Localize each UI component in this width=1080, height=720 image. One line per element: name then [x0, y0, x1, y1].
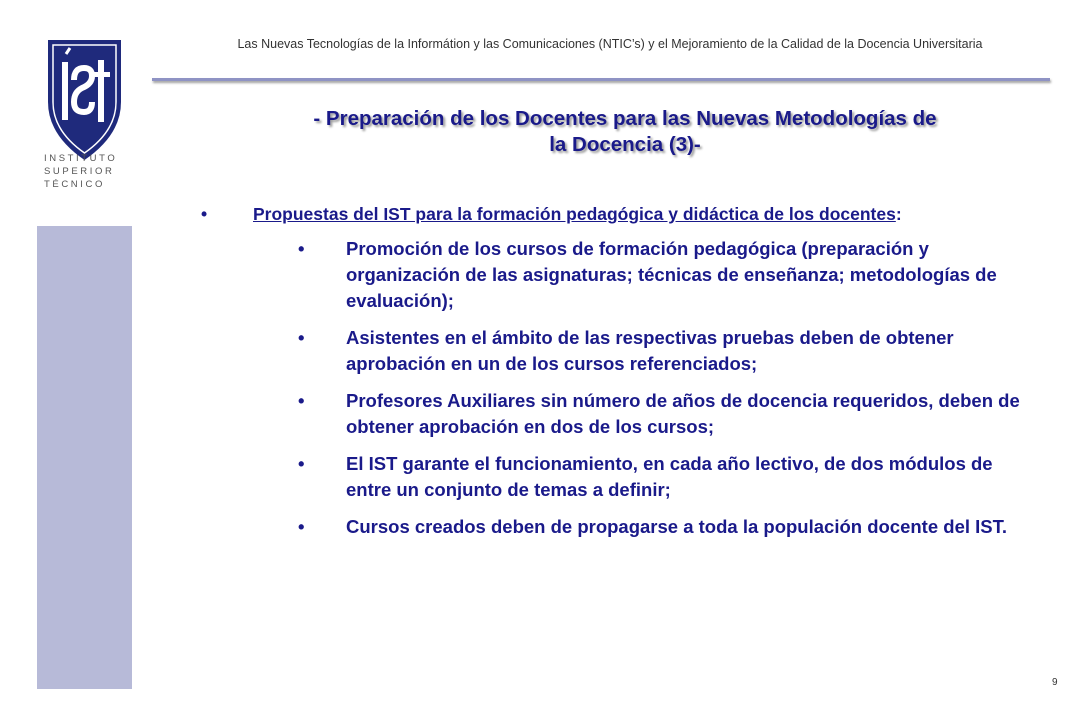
main-bullet — [200, 202, 1040, 227]
bullet-marker: • — [298, 516, 305, 537]
list-item — [200, 514, 1026, 540]
bullet-marker: • — [298, 390, 305, 411]
ist-logo — [37, 16, 132, 226]
slide-header: Las Nuevas Tecnologías de la Informátion y las Comunicaciones (NTIC’s) y el Mejoramiento de la Calidad de la Docencia Universitaria — [237, 37, 983, 51]
main-bullet-suffix: : — [895, 204, 902, 224]
list-item-text: Profesores Auxiliares sin número de años de docencia requeridos, deben de obtener aprobación en dos de los cursos; — [346, 390, 1020, 437]
bullet-marker: • — [298, 238, 305, 259]
ist-shield-icon — [48, 40, 121, 160]
list-item-text: Asistentes en el ámbito de las respectivas pruebas deben de obtener aprobación en un de los cursos referenciados; — [346, 327, 954, 374]
bullet-marker: • — [298, 327, 305, 348]
logo-line-instituto: INSTITUTO — [44, 153, 118, 164]
bullet-marker: • — [201, 204, 208, 224]
title-line-2: la Docencia (3)- — [549, 133, 701, 156]
logo-line-tecnico: TÉCNICO — [44, 179, 105, 190]
list-item-text: El IST garante el funcionamiento, en cada año lectivo, de dos módulos de entre un conjunto de temas a definir; — [346, 453, 993, 500]
slide-title — [195, 106, 1055, 158]
list-item-text: Promoción de los cursos de formación pedagógica (preparación y organización de las asignaturas; técnicas de enseñanza; metodologías de evaluación); — [346, 238, 997, 311]
logo-wordmark — [44, 152, 128, 191]
main-bullet-text: Propuestas del IST para la formación pedagógica y didáctica de los docentes — [253, 204, 896, 224]
page-number: 9 — [1052, 677, 1058, 688]
logo-line-superior: SUPERIOR — [44, 166, 115, 177]
list-item — [200, 451, 1026, 503]
list-item-text: Cursos creados deben de propagarse a toda la populación docente del IST. — [346, 516, 1008, 537]
header-divider — [152, 78, 1050, 81]
sub-bullet-list — [200, 236, 1040, 540]
bullet-marker: • — [298, 453, 305, 474]
list-item — [200, 388, 1026, 440]
list-item — [200, 325, 1026, 377]
title-line-1: - Preparación de los Docentes para las Nuevas Metodologías de — [313, 107, 937, 130]
slide-body — [200, 202, 1040, 551]
list-item — [200, 236, 1026, 314]
